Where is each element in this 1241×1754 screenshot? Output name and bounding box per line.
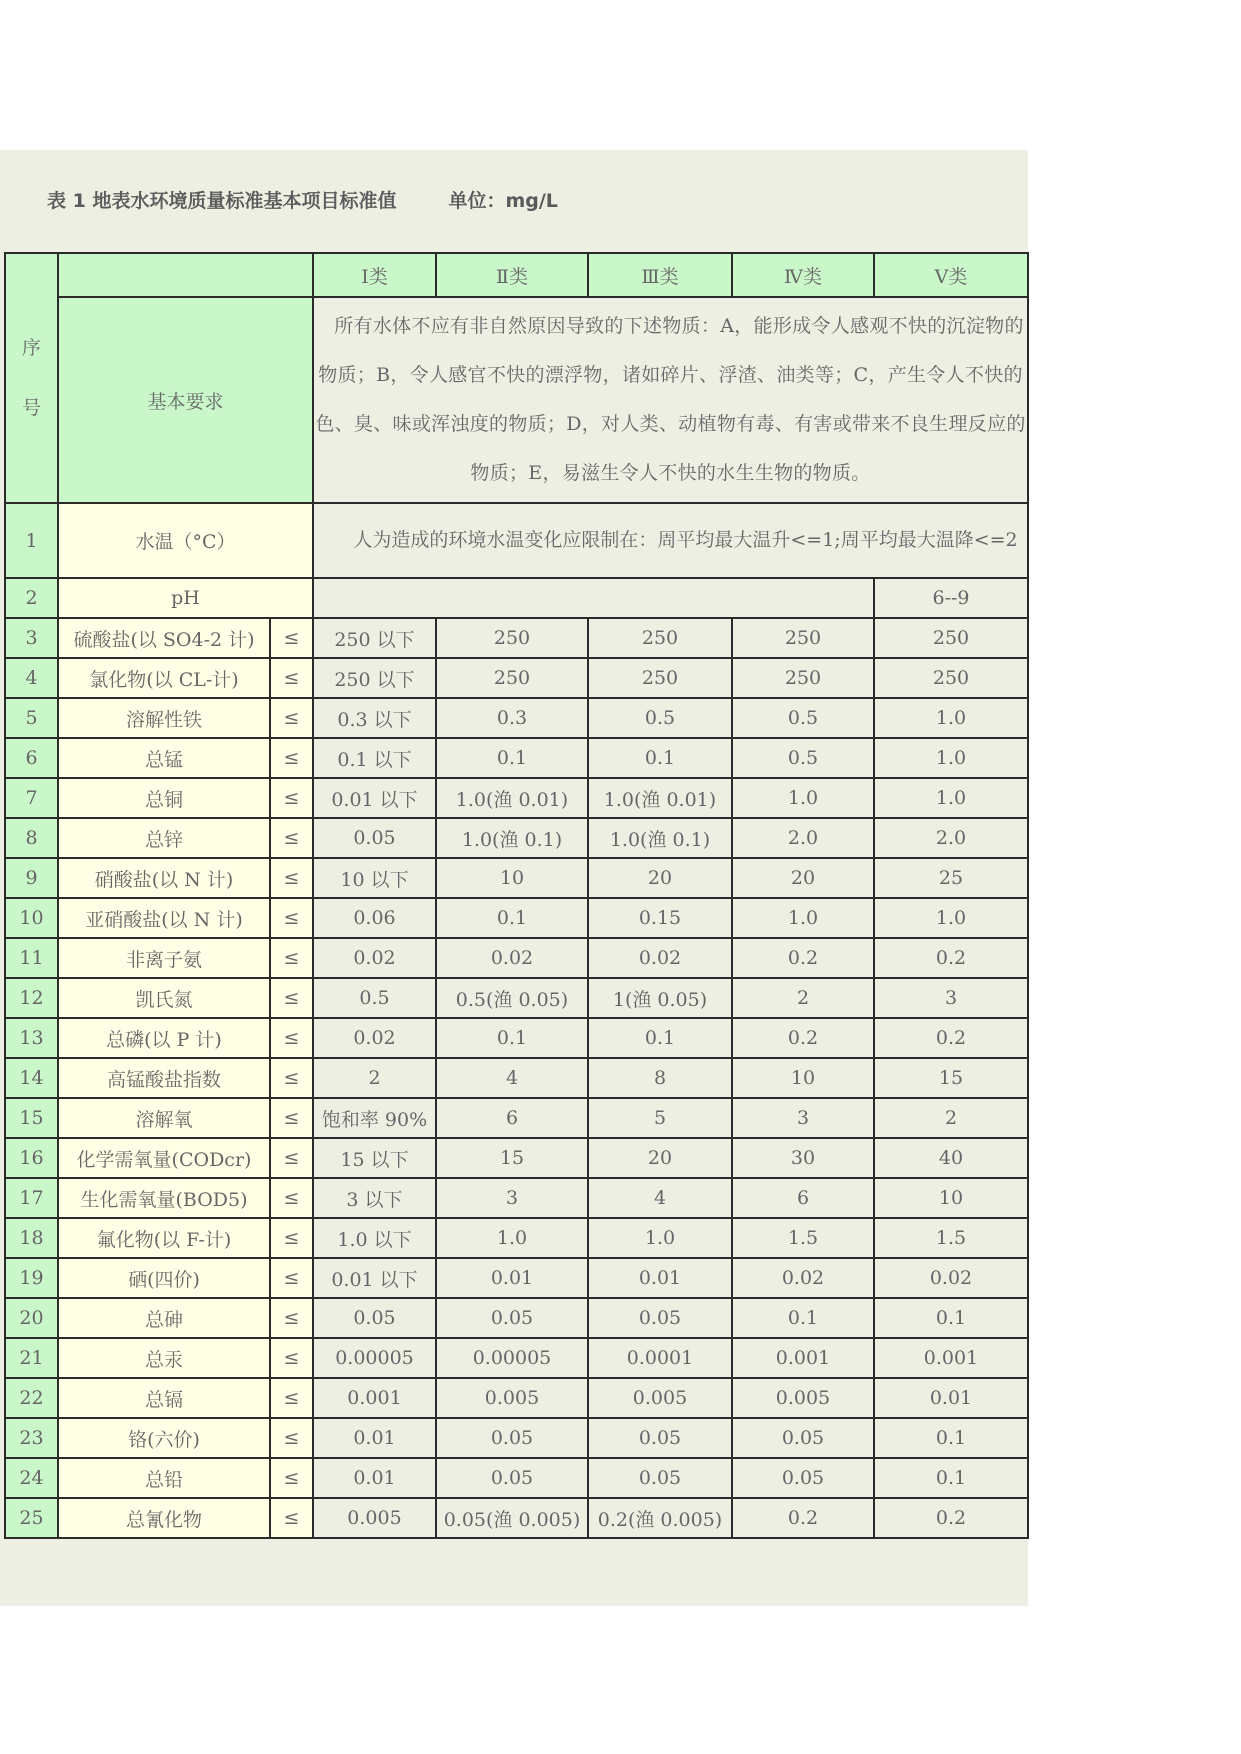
class-2-value: 0.05 — [436, 1458, 588, 1498]
basic-requirement-text: 所有水体不应有非自然原因导致的下述物质：A，能形成令人感观不快的沉淀物的物质；B，令人感官不快的漂浮物，诸如碎片、浮渣、油类等；C，产生令人不快的色、臭、味或浑浊度的物质；D，对人类、动植物有毒、有害或带来不良生理反应的物质；E，易滋生令人不快的水生生物的物质。 — [313, 297, 1028, 503]
le-symbol: ≤ — [270, 1418, 313, 1458]
class-5-value: 1.0 — [874, 698, 1028, 738]
class-2-value: 0.5(渔 0.05) — [436, 978, 588, 1018]
class-2-value: 0.1 — [436, 738, 588, 778]
class-5-value: 0.2 — [874, 938, 1028, 978]
table-row — [5, 1218, 1028, 1258]
row-number: 25 — [5, 1498, 58, 1538]
le-symbol: ≤ — [270, 1138, 313, 1178]
class-3-value: 5 — [588, 1098, 732, 1138]
class-5-value: 2 — [874, 1098, 1028, 1138]
class-4-value: 6 — [732, 1178, 874, 1218]
le-symbol: ≤ — [270, 1458, 313, 1498]
temperature-requirement: 人为造成的环境水温变化应限制在：周平均最大温升<=1;周平均最大温降<=2 — [313, 503, 1028, 578]
row-number: 8 — [5, 818, 58, 858]
class-3-value: 20 — [588, 858, 732, 898]
class-3-value: 8 — [588, 1058, 732, 1098]
table-row — [5, 898, 1028, 938]
class-5-value: 0.2 — [874, 1498, 1028, 1538]
class-2-value: 15 — [436, 1138, 588, 1178]
class-2-value: 0.00005 — [436, 1338, 588, 1378]
row-number: 21 — [5, 1338, 58, 1378]
class-4-value: 0.2 — [732, 1018, 874, 1058]
item-name: 硫酸盐(以 SO4-2 计) — [58, 618, 270, 658]
class-3-value: 0.005 — [588, 1378, 732, 1418]
le-symbol: ≤ — [270, 1058, 313, 1098]
table-row — [5, 858, 1028, 898]
class-5-header: Ⅴ类 — [874, 253, 1028, 297]
caption-title: 表 1 地表水环境质量标准基本项目标准值 — [47, 190, 397, 212]
class-1-value: 3 以下 — [313, 1178, 436, 1218]
class-5-value: 1.0 — [874, 898, 1028, 938]
row-number: 19 — [5, 1258, 58, 1298]
class-5-value: 40 — [874, 1138, 1028, 1178]
class-1-value: 1.0 以下 — [313, 1218, 436, 1258]
item-name: 生化需氧量(BOD5) — [58, 1178, 270, 1218]
class-4-value: 0.1 — [732, 1298, 874, 1338]
class-2-value: 0.005 — [436, 1378, 588, 1418]
class-4-value: 250 — [732, 658, 874, 698]
le-symbol: ≤ — [270, 1338, 313, 1378]
class-1-value: 0.01 — [313, 1418, 436, 1458]
class-3-value: 0.15 — [588, 898, 732, 938]
class-2-value: 3 — [436, 1178, 588, 1218]
standard-table — [4, 252, 1029, 1539]
class-4-value: 0.2 — [732, 938, 874, 978]
class-3-value: 0.05 — [588, 1458, 732, 1498]
class-5-value: 1.5 — [874, 1218, 1028, 1258]
class-1-value: 0.02 — [313, 938, 436, 978]
item-name: 硒(四价) — [58, 1258, 270, 1298]
row-number: 10 — [5, 898, 58, 938]
class-1-value: 0.05 — [313, 818, 436, 858]
item-name: 总锰 — [58, 738, 270, 778]
class-4-value: 1.0 — [732, 778, 874, 818]
le-symbol: ≤ — [270, 778, 313, 818]
class-3-value: 0.2(渔 0.005) — [588, 1498, 732, 1538]
item-name: pH — [58, 578, 313, 618]
item-name: 氯化物(以 CL-计) — [58, 658, 270, 698]
class-1-value: 0.01 以下 — [313, 1258, 436, 1298]
row-number: 2 — [5, 578, 58, 618]
table-row — [5, 698, 1028, 738]
class-2-value: 250 — [436, 618, 588, 658]
table-row — [5, 978, 1028, 1018]
item-name: 总砷 — [58, 1298, 270, 1338]
class-5-value: 0.01 — [874, 1378, 1028, 1418]
table-row — [5, 818, 1028, 858]
class-1-value: 0.01 以下 — [313, 778, 436, 818]
item-name: 化学需氧量(CODcr) — [58, 1138, 270, 1178]
row-number: 4 — [5, 658, 58, 698]
class-1-value: 饱和率 90% — [313, 1098, 436, 1138]
item-name: 凯氏氮 — [58, 978, 270, 1018]
table-row — [5, 778, 1028, 818]
table-row — [5, 1018, 1028, 1058]
table-row — [5, 618, 1028, 658]
le-symbol: ≤ — [270, 818, 313, 858]
row-number: 13 — [5, 1018, 58, 1058]
table-row — [5, 658, 1028, 698]
class-1-value: 2 — [313, 1058, 436, 1098]
class-1-value: 0.1 以下 — [313, 738, 436, 778]
item-name: 总铜 — [58, 778, 270, 818]
table-row — [5, 1418, 1028, 1458]
class-5-value: 3 — [874, 978, 1028, 1018]
class-5-value: 250 — [874, 618, 1028, 658]
le-symbol: ≤ — [270, 1498, 313, 1538]
class-4-header: Ⅳ类 — [732, 253, 874, 297]
le-symbol: ≤ — [270, 858, 313, 898]
class-4-value: 0.2 — [732, 1498, 874, 1538]
class-5-value: 0.02 — [874, 1258, 1028, 1298]
item-name: 水温（°C） — [58, 503, 313, 578]
row-number: 24 — [5, 1458, 58, 1498]
class-2-value: 0.05 — [436, 1298, 588, 1338]
table-row — [5, 738, 1028, 778]
class-1-value: 0.5 — [313, 978, 436, 1018]
class-3-value: 250 — [588, 618, 732, 658]
class-2-value: 0.1 — [436, 898, 588, 938]
class-5-value: 10 — [874, 1178, 1028, 1218]
class-4-value: 0.5 — [732, 738, 874, 778]
class-1-value: 0.06 — [313, 898, 436, 938]
class-1-value: 250 以下 — [313, 658, 436, 698]
class-2-value: 1.0 — [436, 1218, 588, 1258]
class-2-value: 4 — [436, 1058, 588, 1098]
class-3-value: 1(渔 0.05) — [588, 978, 732, 1018]
le-symbol: ≤ — [270, 1098, 313, 1138]
item-name: 总磷(以 P 计) — [58, 1018, 270, 1058]
class-4-value: 0.5 — [732, 698, 874, 738]
row-number: 18 — [5, 1218, 58, 1258]
class-2-value: 0.3 — [436, 698, 588, 738]
le-symbol: ≤ — [270, 618, 313, 658]
class-4-value: 30 — [732, 1138, 874, 1178]
header-empty-cell — [58, 253, 313, 297]
le-symbol: ≤ — [270, 1378, 313, 1418]
table-row — [5, 1258, 1028, 1298]
row-number: 16 — [5, 1138, 58, 1178]
class-4-value: 0.005 — [732, 1378, 874, 1418]
class-5-value: 25 — [874, 858, 1028, 898]
class-1-value: 15 以下 — [313, 1138, 436, 1178]
class-4-value: 2 — [732, 978, 874, 1018]
class-3-value: 20 — [588, 1138, 732, 1178]
row-number: 1 — [5, 503, 58, 578]
class-2-value: 0.02 — [436, 938, 588, 978]
class-2-value: 0.01 — [436, 1258, 588, 1298]
class-1-header: Ⅰ类 — [313, 253, 436, 297]
table-row — [5, 503, 1028, 578]
class-1-value: 0.05 — [313, 1298, 436, 1338]
row-number: 22 — [5, 1378, 58, 1418]
class-3-value: 0.1 — [588, 1018, 732, 1058]
class-5-value: 15 — [874, 1058, 1028, 1098]
class-5-value: 1.0 — [874, 738, 1028, 778]
class-2-value: 0.05(渔 0.005) — [436, 1498, 588, 1538]
class-1-value: 0.005 — [313, 1498, 436, 1538]
class-2-value: 250 — [436, 658, 588, 698]
basic-requirement-label: 基本要求 — [58, 297, 313, 503]
item-name: 高锰酸盐指数 — [58, 1058, 270, 1098]
caption-unit: 单位：mg/L — [448, 190, 558, 212]
ph-empty-cell — [313, 578, 874, 618]
class-4-value: 10 — [732, 1058, 874, 1098]
table-row — [5, 1138, 1028, 1178]
class-1-value: 250 以下 — [313, 618, 436, 658]
item-name: 非离子氨 — [58, 938, 270, 978]
class-3-value: 4 — [588, 1178, 732, 1218]
row-number: 5 — [5, 698, 58, 738]
le-symbol: ≤ — [270, 978, 313, 1018]
item-name: 氟化物(以 F-计) — [58, 1218, 270, 1258]
class-2-value: 1.0(渔 0.1) — [436, 818, 588, 858]
le-symbol: ≤ — [270, 938, 313, 978]
item-name: 溶解性铁 — [58, 698, 270, 738]
row-number: 15 — [5, 1098, 58, 1138]
class-5-value: 0.1 — [874, 1418, 1028, 1458]
class-3-value: 0.05 — [588, 1298, 732, 1338]
class-5-value: 0.001 — [874, 1338, 1028, 1378]
row-number: 17 — [5, 1178, 58, 1218]
class-4-value: 0.05 — [732, 1418, 874, 1458]
item-name: 总汞 — [58, 1338, 270, 1378]
class-5-value: 250 — [874, 658, 1028, 698]
row-number: 12 — [5, 978, 58, 1018]
table-caption — [47, 186, 558, 213]
class-1-value: 0.001 — [313, 1378, 436, 1418]
class-3-value: 0.01 — [588, 1258, 732, 1298]
class-2-header: Ⅱ类 — [436, 253, 588, 297]
table-row — [5, 938, 1028, 978]
class-3-value: 0.1 — [588, 738, 732, 778]
table-row — [5, 578, 1028, 618]
class-1-value: 0.02 — [313, 1018, 436, 1058]
le-symbol: ≤ — [270, 698, 313, 738]
le-symbol: ≤ — [270, 1258, 313, 1298]
item-name: 总铅 — [58, 1458, 270, 1498]
class-4-value: 250 — [732, 618, 874, 658]
row-number: 14 — [5, 1058, 58, 1098]
class-1-value: 0.01 — [313, 1458, 436, 1498]
table-row — [5, 1098, 1028, 1138]
row-number: 9 — [5, 858, 58, 898]
row-number: 20 — [5, 1298, 58, 1338]
class-5-value: 0.2 — [874, 1018, 1028, 1058]
table-row — [5, 1298, 1028, 1338]
class-3-value: 1.0(渔 0.1) — [588, 818, 732, 858]
class-4-value: 1.5 — [732, 1218, 874, 1258]
class-1-value: 0.3 以下 — [313, 698, 436, 738]
class-2-value: 0.1 — [436, 1018, 588, 1058]
table-row — [5, 1058, 1028, 1098]
le-symbol: ≤ — [270, 1218, 313, 1258]
class-3-value: 250 — [588, 658, 732, 698]
seq-header — [5, 253, 58, 503]
row-number: 23 — [5, 1418, 58, 1458]
seq-label-2: 号 — [21, 397, 41, 419]
le-symbol: ≤ — [270, 898, 313, 938]
class-1-value: 10 以下 — [313, 858, 436, 898]
table-row — [5, 1498, 1028, 1538]
class-4-value: 3 — [732, 1098, 874, 1138]
row-number: 11 — [5, 938, 58, 978]
item-name: 总镉 — [58, 1378, 270, 1418]
le-symbol: ≤ — [270, 1178, 313, 1218]
class-2-value: 6 — [436, 1098, 588, 1138]
item-name: 总氰化物 — [58, 1498, 270, 1538]
seq-label-1: 序 — [21, 337, 41, 359]
table-row — [5, 1178, 1028, 1218]
table-row — [5, 1338, 1028, 1378]
item-name: 总锌 — [58, 818, 270, 858]
class-2-value: 10 — [436, 858, 588, 898]
class-4-value: 0.05 — [732, 1458, 874, 1498]
class-3-header: Ⅲ类 — [588, 253, 732, 297]
le-symbol: ≤ — [270, 1298, 313, 1338]
class-4-value: 0.001 — [732, 1338, 874, 1378]
class-3-value: 0.02 — [588, 938, 732, 978]
class-5-value: 0.1 — [874, 1458, 1028, 1498]
le-symbol: ≤ — [270, 738, 313, 778]
header-row — [5, 253, 1028, 297]
row-number: 3 — [5, 618, 58, 658]
table-row — [5, 1378, 1028, 1418]
le-symbol: ≤ — [270, 658, 313, 698]
le-symbol: ≤ — [270, 1018, 313, 1058]
class-5-value: 2.0 — [874, 818, 1028, 858]
class-3-value: 1.0(渔 0.01) — [588, 778, 732, 818]
class-4-value: 2.0 — [732, 818, 874, 858]
class-4-value: 0.02 — [732, 1258, 874, 1298]
class-3-value: 0.5 — [588, 698, 732, 738]
row-number: 6 — [5, 738, 58, 778]
class-3-value: 1.0 — [588, 1218, 732, 1258]
item-name: 铬(六价) — [58, 1418, 270, 1458]
table-row — [5, 1458, 1028, 1498]
class-4-value: 20 — [732, 858, 874, 898]
class-3-value: 0.05 — [588, 1418, 732, 1458]
item-name: 亚硝酸盐(以 N 计) — [58, 898, 270, 938]
class-1-value: 0.00005 — [313, 1338, 436, 1378]
item-name: 硝酸盐(以 N 计) — [58, 858, 270, 898]
row-number: 7 — [5, 778, 58, 818]
basic-requirement-row — [5, 297, 1028, 503]
class-2-value: 0.05 — [436, 1418, 588, 1458]
class-5-value: 0.1 — [874, 1298, 1028, 1338]
class-2-value: 1.0(渔 0.01) — [436, 778, 588, 818]
ph-value: 6--9 — [874, 578, 1028, 618]
class-3-value: 0.0001 — [588, 1338, 732, 1378]
class-4-value: 1.0 — [732, 898, 874, 938]
item-name: 溶解氧 — [58, 1098, 270, 1138]
class-5-value: 1.0 — [874, 778, 1028, 818]
